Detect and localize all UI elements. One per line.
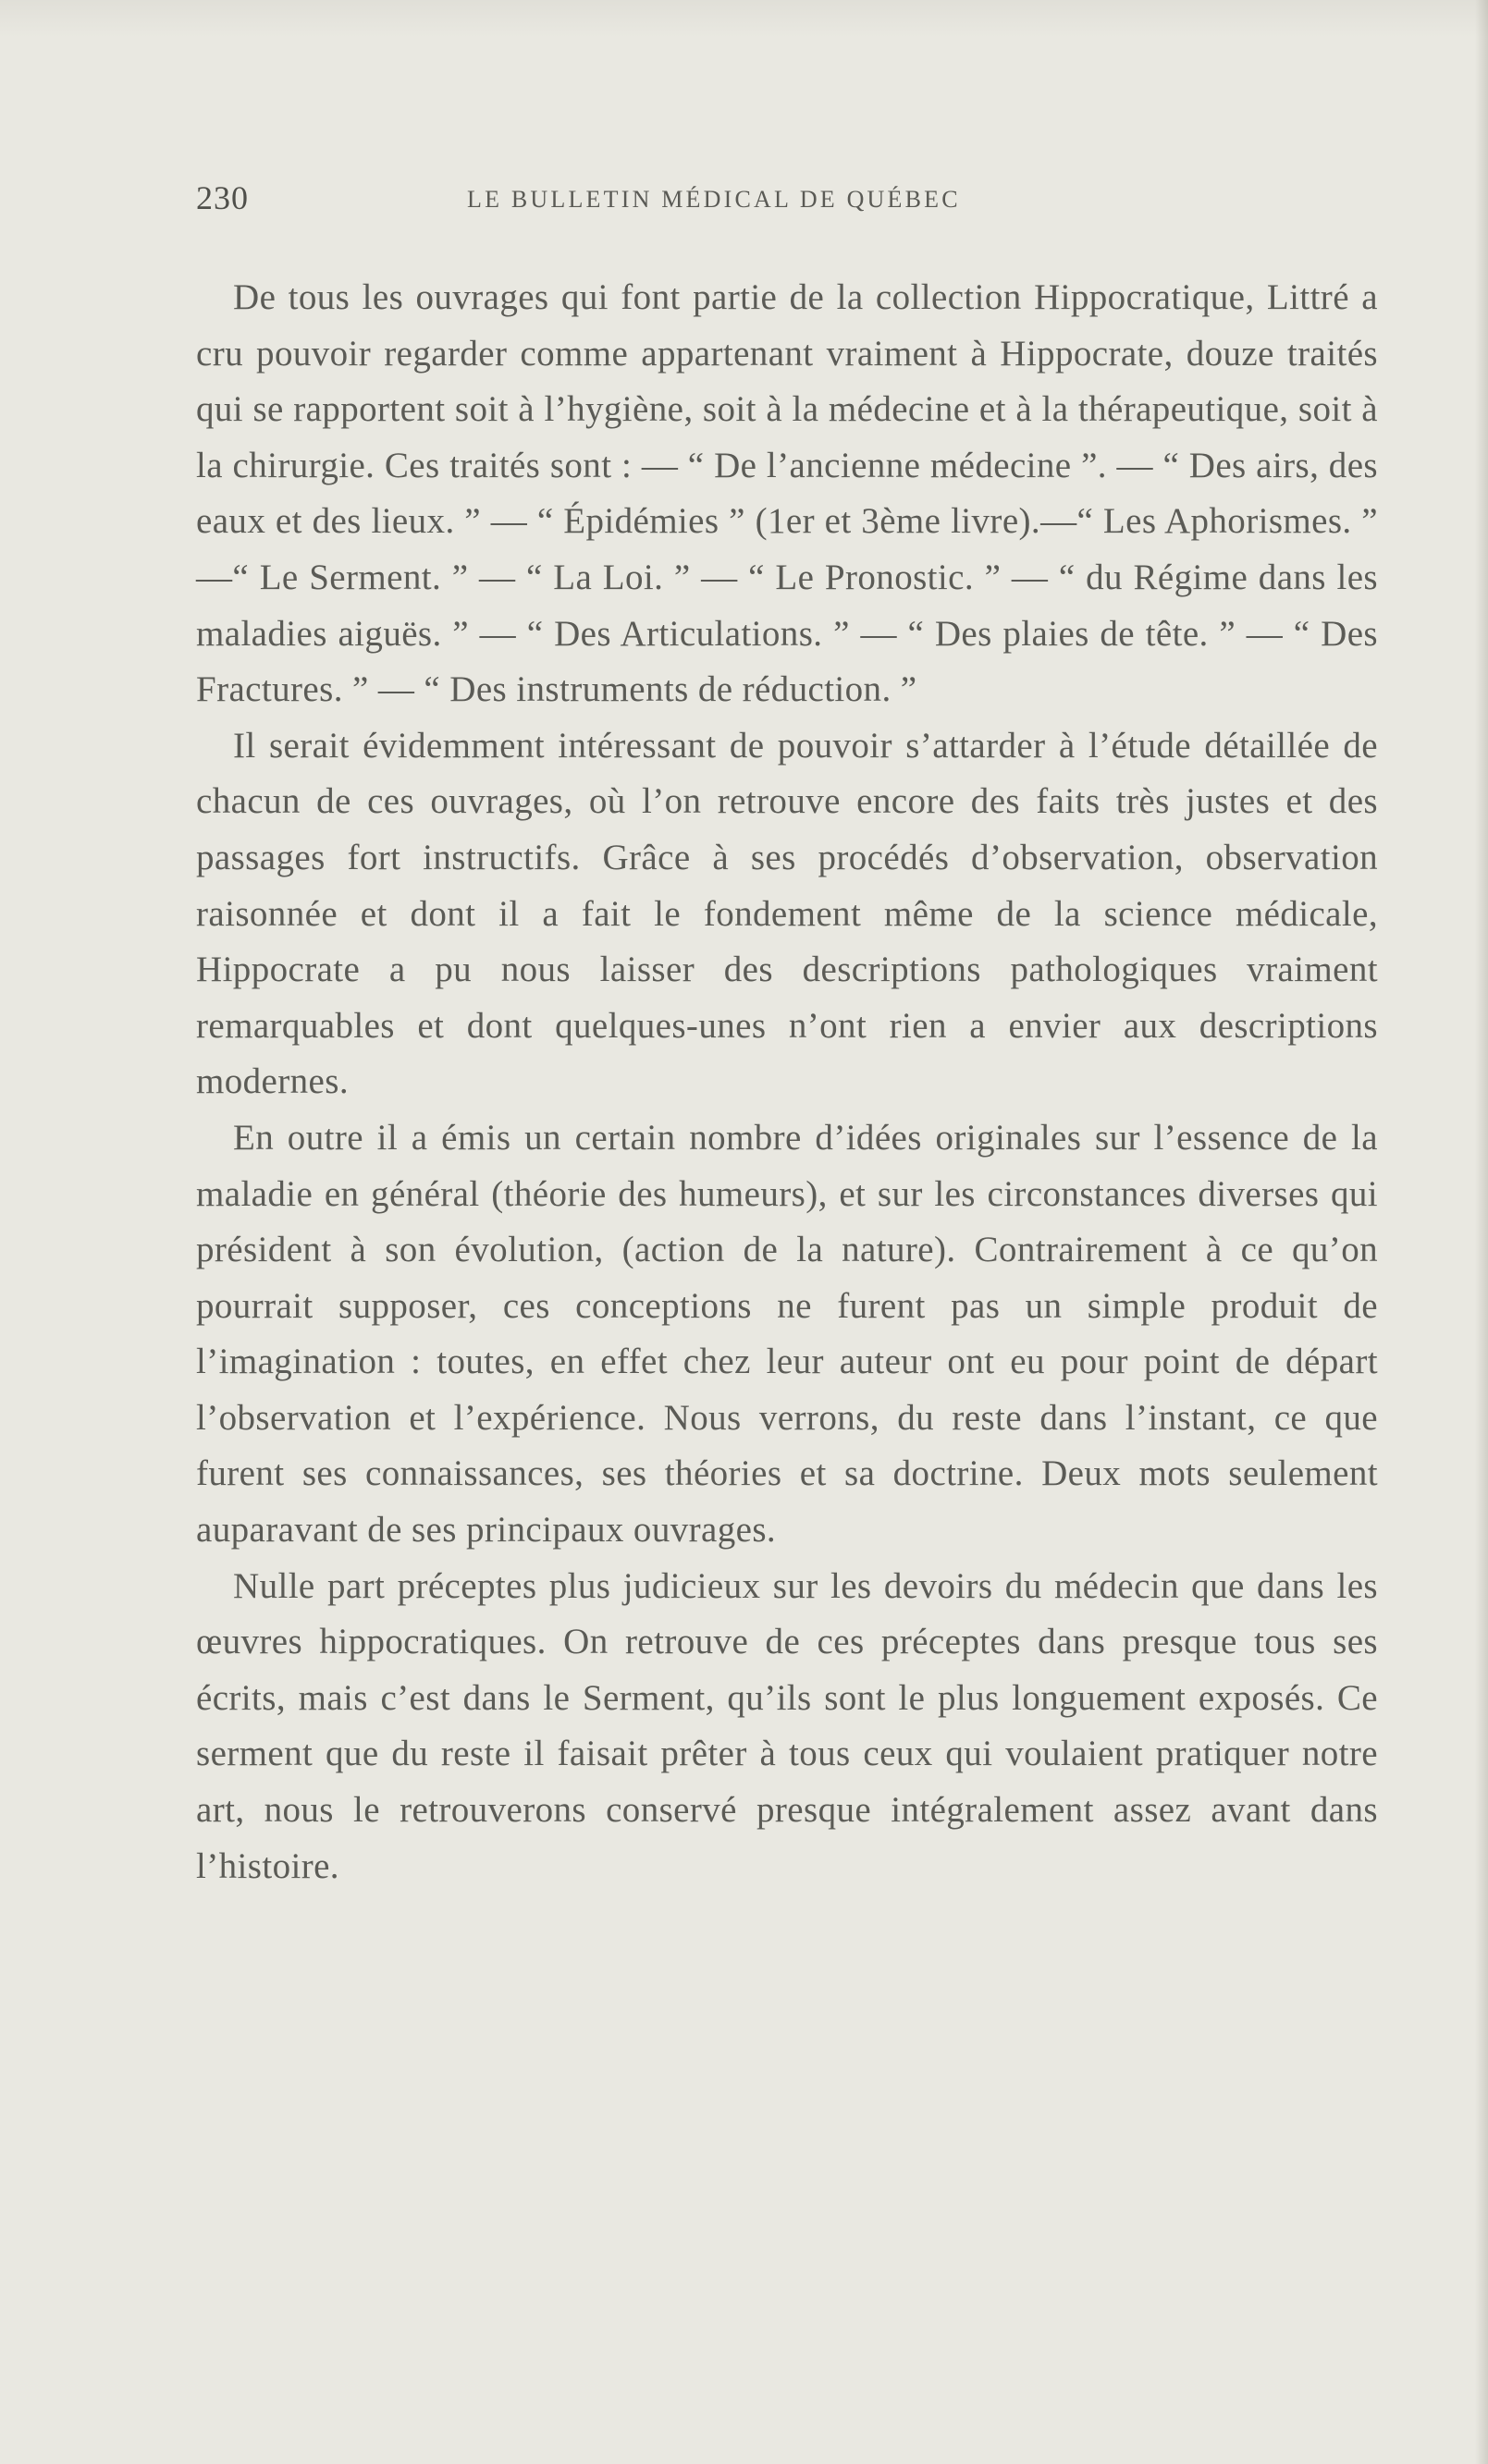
paragraph-1: De tous les ouvrages qui font partie de la collection Hippocratique, Littré a cru pouvoir regarder comme appartenant vraiment à Hippocrate, douze traités qui se rapportent soit à l’hygiène, soit à la médecine et à la thérapeutique, soit à la chirurgie. Ces traités sont : — “ De l’ancienne médecine ”. — “ Des airs, des eaux et des lieux. ” — “ Épidémies ” (1er et 3ème livre).—“ Les Aphorismes. ” —“ Le Serment. ” — “ La Loi. ” — “ Le Pronostic. ” — “ du Régime dans les maladies aiguës. ” — “ Des Articulations. ” — “ Des plaies de tête. ” — “ Des Fractures. ” — “ Des instruments de réduction. ”	[196, 277, 1378, 710]
paragraph-2: Il serait évidemment intéressant de pouvoir s’attarder à l’étude détaillée de chacun de ces ouvrages, où l’on retrouve encore des faits très justes et des passages fort instructifs. Grâce à ses procédés d’observation, observation raisonnée et dont il a fait le fondement même de la science médicale, Hippocrate a pu nous laisser des descriptions pathologiques vraiment remarquables et dont quelques-unes n’ont rien a envier aux descriptions modernes.	[196, 725, 1378, 1102]
text-body	[196, 270, 1378, 1894]
page-number: 230	[196, 179, 249, 216]
page-edge-shadow	[1475, 0, 1488, 2464]
paragraph-3: En outre il a émis un certain nombre d’idées originales sur l’essence de la maladie en général (théorie des humeurs), et sur les circonstances diverses qui président à son évolution, (action de la nature). Contrairement à ce qu’on pourrait supposer, ces conceptions ne furent pas un simple produit de l’imagination : toutes, en effet chez leur auteur ont eu pour point de départ l’observation et l’expérience. Nous verrons, du reste dans l’instant, ce que furent ses connaissances, ses théories et sa doctrine. Deux mots seulement auparavant de ses principaux ouvrages.	[196, 1117, 1378, 1551]
paragraph-4: Nulle part préceptes plus judicieux sur les devoirs du médecin que dans les œuvres hippocratiques. On retrouve de ces préceptes dans presque tous ses écrits, mais c’est dans le Serment, qu’ils sont le plus longuement exposés. Ce serment que du reste il faisait prêter à tous ceux qui voulaient pratiquer notre art, nous le retrouverons conservé presque intégralement assez avant dans l’histoire.	[196, 1565, 1378, 1886]
page-shadow-top	[0, 0, 1488, 37]
journal-title: LE BULLETIN MÉDICAL DE QUÉBEC	[467, 186, 961, 213]
running-head	[196, 178, 1121, 219]
